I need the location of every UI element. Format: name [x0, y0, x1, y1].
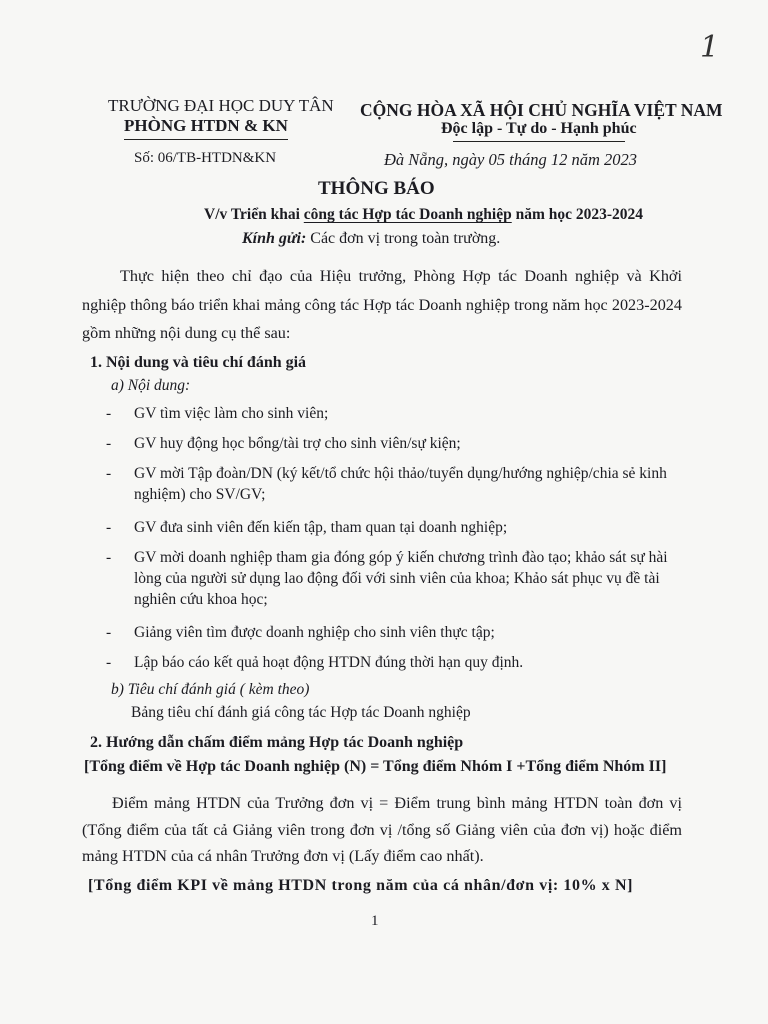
university-name: TRƯỜNG ĐẠI HỌC DUY TÂN	[108, 96, 334, 115]
list-item: - GV đưa sinh viên đến kiến tập, tham quan tại doanh nghiệp;	[104, 517, 684, 538]
page-number: 1	[371, 913, 379, 929]
subject-line	[204, 206, 643, 224]
criteria-note: Bảng tiêu chí đánh giá công tác Hợp tác Doanh nghiệp	[131, 704, 471, 721]
section-1-sub-b: b) Tiêu chí đánh giá ( kèm theo)	[111, 681, 310, 698]
list-item: - GV tìm việc làm cho sinh viên;	[104, 403, 684, 424]
subject-prefix: V/v Triển khai	[204, 206, 304, 223]
greeting-label: Kính gửi:	[242, 230, 307, 247]
content-bullet-list	[104, 403, 684, 682]
national-motto: Độc lập - Tự do - Hạnh phúc	[441, 120, 637, 137]
greeting-line	[242, 230, 500, 248]
greeting-text: Các đơn vị trong toàn trường.	[306, 230, 501, 247]
scoring-paragraph: Điểm mảng HTDN của Trưởng đơn vị = Điểm trung bình mảng HTDN toàn đơn vị (Tổng điểm của tất cả Giảng viên trong đơn vị /tổng số Giảng viên của đơn vị) hoặc điểm mảng HTDN của cá nhân Trưởng đơn vị (Lấy điểm cao nhất).	[82, 794, 682, 865]
reference-number: Số: 06/TB-HTDN&KN	[134, 150, 277, 166]
total-score-formula: [Tổng điểm về Hợp tác Doanh nghiệp (N) = Tổng điểm Nhóm I +Tổng điểm Nhóm II]	[84, 758, 667, 775]
section-1-heading: 1. Nội dung và tiêu chí đánh giá	[90, 354, 307, 371]
document-title: THÔNG BÁO	[318, 178, 435, 199]
list-item: - GV mời doanh nghiệp tham gia đóng góp ý kiến chương trình đào tạo; khảo sát sự hài lòng của người sử dụng lao động đối với sinh viên của khoa; Khảo sát phục vụ đề tài nghiên cứu khoa học;	[104, 547, 684, 610]
list-item: - GV huy động học bổng/tài trợ cho sinh viên/sự kiện;	[104, 433, 684, 454]
subject-suffix: năm học 2023-2024	[511, 206, 644, 223]
section-1-sub-a: a) Nội dung:	[111, 377, 191, 394]
list-item: - GV mời Tập đoàn/DN (ký kết/tổ chức hội thảo/tuyển dụng/hướng nghiệp/chia sẻ kinh nghiệm) cho SV/GV;	[104, 463, 684, 505]
subject-underlined: công tác Hợp tác Doanh nghiệp	[303, 206, 512, 223]
country-name: CỘNG HÒA XÃ HỘI CHỦ NGHĨA VIỆT NAM	[360, 100, 723, 120]
list-item: - Lập báo cáo kết quả hoạt động HTDN đúng thời hạn quy định.	[104, 652, 684, 673]
department-name: PHÒNG HTDN & KN	[124, 116, 288, 135]
section-2-heading: 2. Hướng dẫn chấm điểm mảng Hợp tác Doanh nghiệp	[90, 734, 464, 751]
intro-paragraph: Thực hiện theo chỉ đạo của Hiệu trưởng, Phòng Hợp tác Doanh nghiệp và Khởi nghiệp thông báo triển khai mảng công tác Hợp tác Doanh nghiệp trong năm học 2023-2024 gồm những nội dung cụ thể sau:	[82, 267, 682, 342]
page-mark: 1	[700, 30, 720, 65]
issue-date: Đà Nẵng, ngày 05 tháng 12 năm 2023	[384, 150, 637, 169]
kpi-formula: [Tổng điểm KPI về mảng HTDN trong năm của cá nhân/đơn vị: 10% x N]	[88, 877, 634, 894]
list-item: - Giảng viên tìm được doanh nghiệp cho sinh viên thực tập;	[104, 622, 684, 643]
